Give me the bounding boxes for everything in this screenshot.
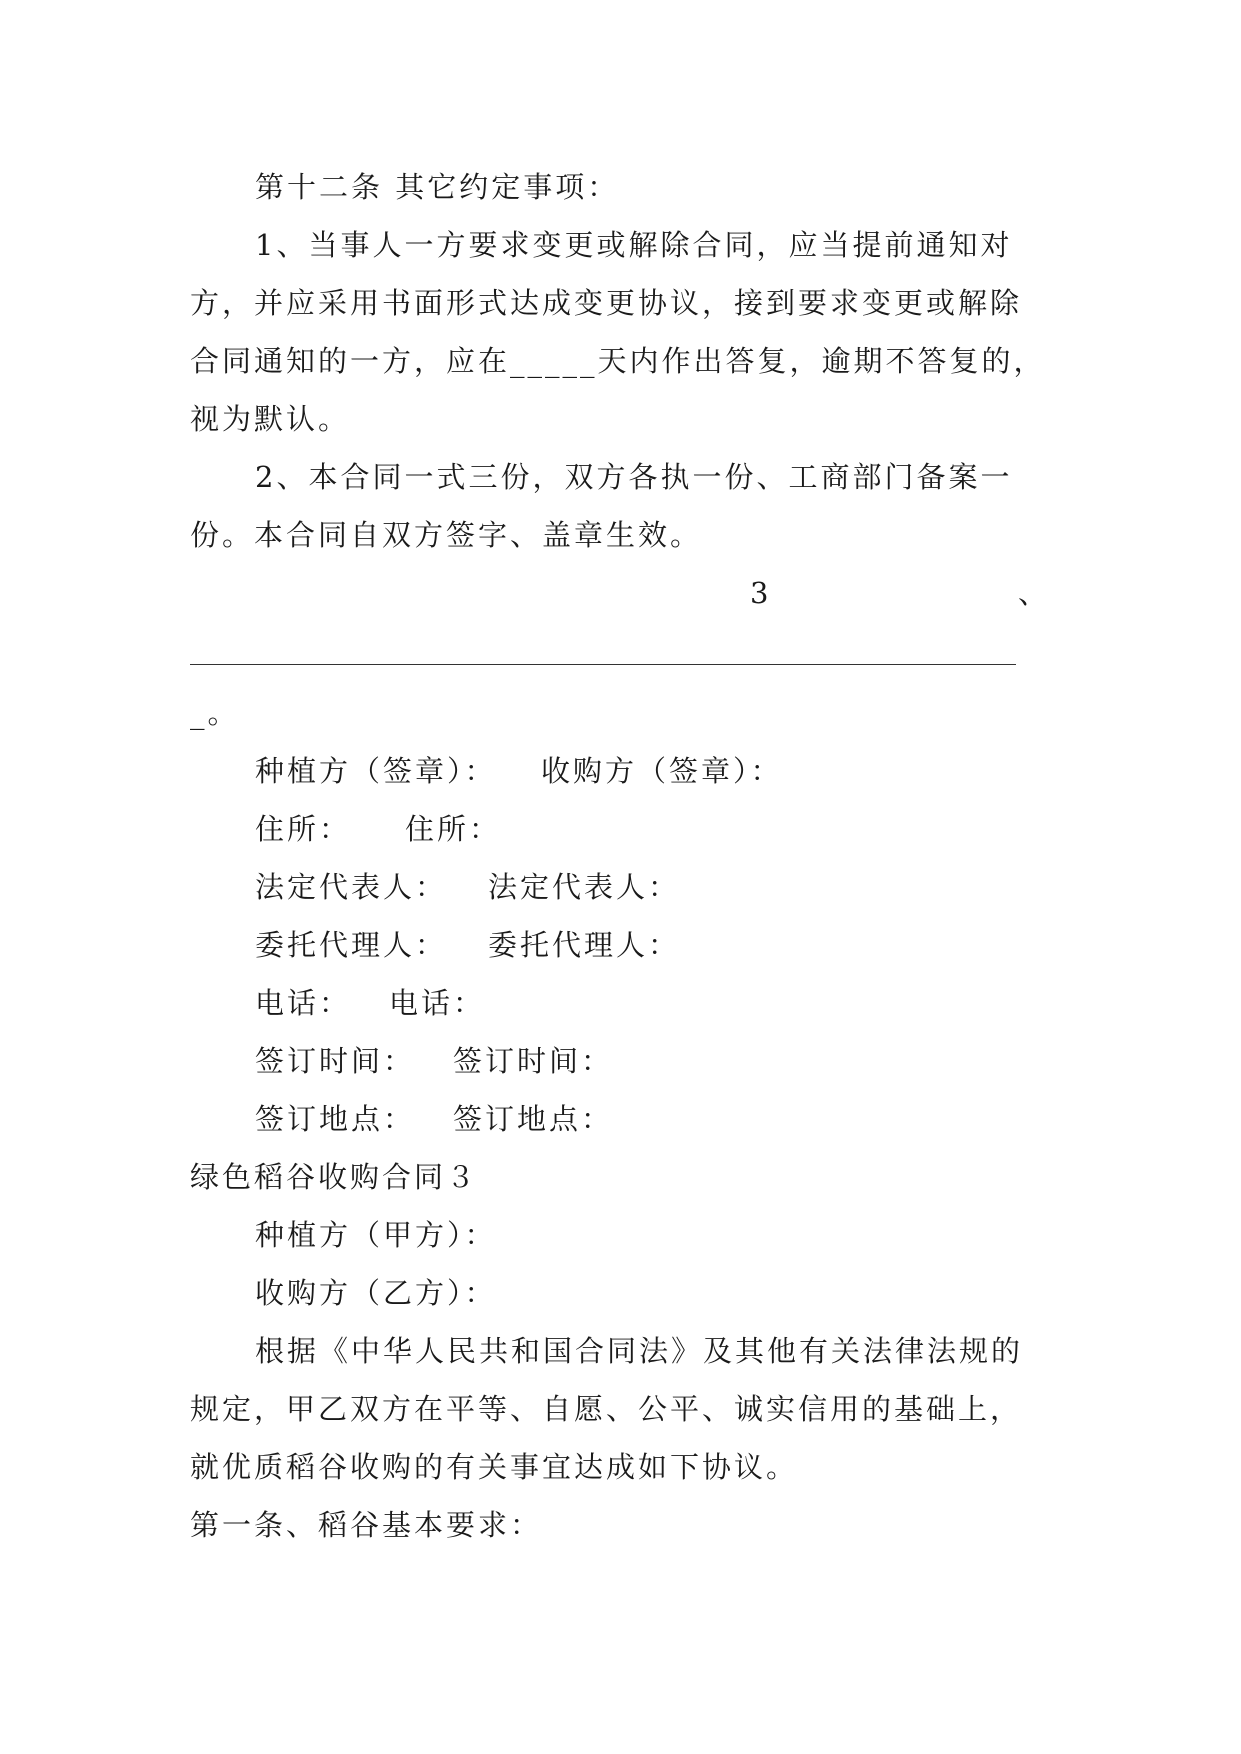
contract3-title: 绿色稻谷收购合同３ — [190, 1160, 479, 1194]
article12-item1-line1: 1、当事人一方要求变更或解除合同，应当提前通知对 — [255, 228, 1013, 262]
article12-item1-line2: 方，并应采用书面形式达成变更协议，接到要求变更或解除 — [190, 286, 1023, 320]
article12-heading: 第十二条 其它约定事项： — [255, 170, 620, 204]
party-a-sign-place-label: 签订地点： — [255, 1102, 416, 1136]
signature-row — [255, 1041, 613, 1081]
contract3-preamble-line3: 就优质稻谷收购的有关事宜达成如下协议。 — [190, 1450, 799, 1484]
party-b-agent-label: 委托代理人： — [488, 928, 681, 962]
contract3-party-b: 收购方（乙方）： — [255, 1276, 497, 1310]
party-a-phone-label: 电话： — [255, 986, 352, 1020]
party-b-sign-date-label: 签订时间： — [453, 1044, 614, 1078]
article12-item2-line1: 2、本合同一式三份，双方各执一份、工商部门备案一 — [255, 460, 1013, 494]
party-b-address-label: 住所： — [405, 812, 502, 846]
contract3-preamble-line2: 规定，甲乙双方在平等、自愿、公平、诚实信用的基础上， — [190, 1392, 1023, 1426]
signature-row — [255, 867, 680, 907]
party-b-sign-place-label: 签订地点： — [453, 1102, 614, 1136]
signature-row — [255, 983, 485, 1023]
signature-row — [255, 925, 680, 965]
party-a-legal-rep-label: 法定代表人： — [255, 870, 448, 904]
contract3-article1-heading: 第一条、稻谷基本要求： — [190, 1508, 543, 1542]
party-a-address-label: 住所： — [255, 812, 352, 846]
article12-item1-line3: 合同通知的一方，应在_____天内作出答复，逾期不答复的， — [190, 344, 1046, 378]
article12-item3-number: 3 — [750, 576, 772, 610]
signature-row — [255, 751, 783, 791]
blank-fill-line — [190, 664, 1016, 665]
signature-row — [255, 809, 501, 849]
party-a-sign-date-label: 签订时间： — [255, 1044, 416, 1078]
party-b-phone-label: 电话： — [389, 986, 486, 1020]
party-a-seal-label: 种植方（签章）： — [255, 754, 497, 788]
signature-row — [255, 1099, 613, 1139]
article12-item1-line4: 视为默认。 — [190, 402, 351, 436]
article12-item2-line2: 份。本合同自双方签字、盖章生效。 — [190, 518, 703, 552]
party-b-seal-label: 收购方（签章）： — [541, 754, 783, 788]
party-a-agent-label: 委托代理人： — [255, 928, 448, 962]
article12-item3-mark: 、 — [1018, 576, 1051, 610]
article12-item3-end: _。 — [190, 696, 240, 730]
contract3-preamble-line1: 根据《中华人民共和国合同法》及其他有关法律法规的 — [255, 1334, 1024, 1368]
contract3-party-a: 种植方（甲方）： — [255, 1218, 497, 1252]
party-b-legal-rep-label: 法定代表人： — [488, 870, 681, 904]
